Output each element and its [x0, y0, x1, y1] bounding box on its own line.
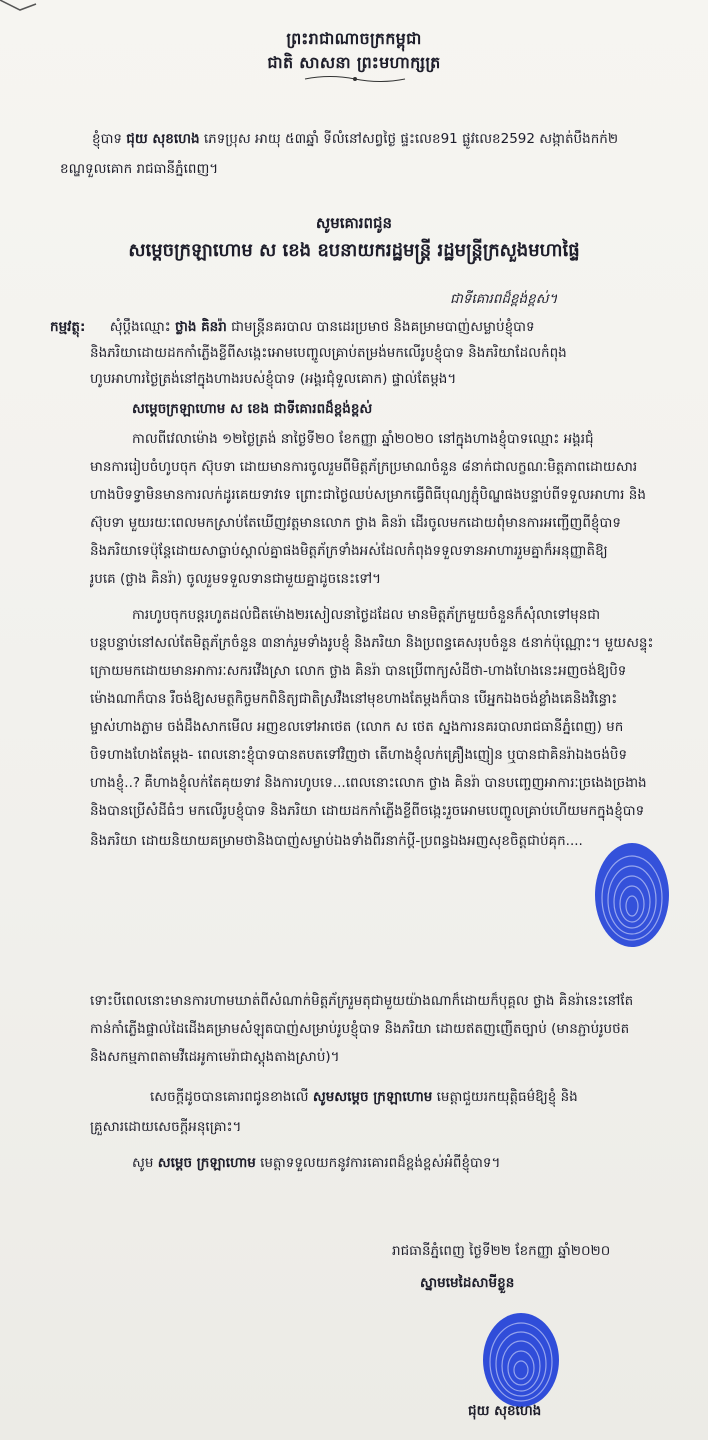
- para2-line: ហាងខ្ញុំ..? គឺហាងខ្ញុំលក់តែគុយទាវ និងការហូបទេ...ពេលនោះលោក ថ្លាង គិនរ៉ា បានបញ្ចេញអាការៈច្រងេងច្រងាង: [90, 775, 647, 791]
- honor-line: ជាទីគោរពដ៏ខ្ពង់ខ្ពស់។: [450, 291, 558, 307]
- greeting: សម្តេចក្រឡាហោម ស ខេង ជាទីគោរពដ៏ខ្ពង់ខ្ពស់: [132, 401, 373, 417]
- para1-line: ហាងបិទទ្វាមិនមានការលក់ដូរគេយទាវទេ ព្រោះជាថ្ងៃឈប់សម្រាកធ្វើពិធីបុណ្យភ្ជុំបិណ្ឌផងបន្ទាប់ពីទទួលអាហារ និង: [90, 487, 646, 503]
- subject-line-3: ហូបអាហារថ្ងៃត្រង់នៅក្នុងហាងរបស់ខ្ញុំបាទ (អង្គរជុំទួលគោក) ផ្ទាល់តែម្តង។: [90, 371, 457, 387]
- para3-line: និងសកម្មភាពតាមវីដេអូកាមេរ៉ាជាស្តុងតាងស្រាប់)។: [90, 1049, 340, 1065]
- para1-line: ស៊ុបទា មួយរយៈពេលមកស្រាប់តែឃើញវត្តមានលោក ថ្លាង គិនរ៉ា ដើរចូលមកដោយពុំមានការអញ្ជើញពីខ្ញុំបាទ: [90, 515, 621, 531]
- para1-line: រូបគេ (ថ្លាង គិនរ៉ា) ចូលរួមទទួលទានជាមួយគ្នាដូចនេះទៅ។: [90, 571, 382, 587]
- date-line: រាជធានីភ្នំពេញ ថ្ងៃទី២២ ខែកញ្ញា ឆ្នាំ២០២០: [392, 1243, 611, 1259]
- para2-line: បន្តបន្ទាប់នៅសល់តែមិត្តភ័ក្រចំនួន ៣នាក់រួមទាំងរូបខ្ញុំ និងភរិយា និងប្រពន្ធគេសរុបចំនួន ៥នាក់ប៉ុណ្ណោះ។ មួយសន្ទុះ: [90, 635, 654, 651]
- para1-line: មានការរៀបចំហូបចុក ស៊ុបទា ដោយមានការចូលរួមពីមិត្តភ័ក្រប្រមាណចំនួន ៨នាក់ជាលក្ខណៈមិត្តភាពដោយសារ: [90, 459, 638, 475]
- subject-line-2: និងភរិយាដោយដកកាំភ្លើងខ្លីពីសង្កេះអោមបេញ្ចូលគ្រាប់តម្រង់មកលើរូបខ្ញុំបាទ និងភរិយាដែលកំពុង: [90, 345, 567, 361]
- fingerprint-stamp-icon: [592, 840, 672, 950]
- intro-line-2: ខណ្ឌទួលគោក រាជធានីភ្នំពេញ។: [60, 161, 219, 177]
- para2-line: ម្ចាស់ហាងភ្លាម ចង់ដឹងសាកមើល អញខលទៅអាថេត (លោក ស ថេត ស្នងការនគរបាលរាជធានីភ្នំពេញ) មក: [90, 719, 624, 735]
- para1-line: កាលពីវេលាម៉ោង ១២ថ្ងៃត្រង់ នាថ្ងៃទី២០ ខែកញ្ញា ឆ្នាំ២០២០ នៅក្នុងហាងខ្ញុំបាទឈ្មោះ អង្គរជុំ: [132, 431, 594, 447]
- ornament-divider: [300, 74, 410, 84]
- signer-name: ជុយ សុខហេង: [468, 1403, 542, 1419]
- subject-label: កម្មវត្ថុ:: [50, 319, 86, 335]
- request-line-1: សេចក្តីដូចបានគោរពជូនខាងលើ សូមសម្តេច ក្រឡាហោម មេត្តាជួយរកយុត្តិធម៌ឱ្យខ្ញុំ និង: [150, 1089, 578, 1105]
- request-line-2: គ្រួសារដោយសេចក្តីអនុគ្រោះ។: [90, 1119, 242, 1135]
- para1-line: និងភរិយាទេប៉ុន្តែដោយសាធ្លាប់ស្គាល់គ្នាផងមិត្តភ័ក្រទាំងអស់ដែលកំពុងទទួលទានអាហាររួមគ្នាក៏អនុញ្ញាតិឱ្យ: [90, 543, 608, 559]
- addressee: សម្តេចក្រឡាហោម ស ខេង ឧបនាយករដ្ឋមន្ត្រី រដ្ឋមន្ត្រីក្រសួងមហាផ្ទៃ: [128, 240, 580, 261]
- signature-label: ស្នាមមេដៃសាមីខ្លួន: [420, 1275, 515, 1291]
- signature-fingerprint-icon: [480, 1310, 562, 1410]
- para2-line: ក្រោយមកដោយមានអាការៈសករវើងស្រា លោក ថ្លាង គិនរ៉ា បានប្រើពាក្យសំដីថា-ហាងហែងនេះអញចង់ឱ្យបិទ: [90, 663, 627, 679]
- accused-name: ថ្លាង គិនរ៉ា: [174, 319, 227, 335]
- motto-heading: ជាតិ សាសនា ព្រះមហាក្សត្រ: [267, 53, 441, 72]
- subject-line-1: កម្មវត្ថុ: សុំប្តឹងឈ្មោះ ថ្លាង គិនរ៉ា ជាមន្ត្រីនគរបាល បានដេរប្រមាថ និងគម្រាមបាញ់សម្លាប់ខ្ញុំបាទ: [50, 319, 535, 335]
- para2-line: ការហូបចុកបន្តរហូតដល់ជិតម៉ោង២រសៀលនាថ្ងៃដដែល មានមិត្តភ័ក្រមួយចំនួនក៏សុំលាទៅមុនជា: [132, 607, 601, 623]
- para2-line: ម៉ោងណាក៏បាន រឺចង់ឱ្យសមត្ថកិច្ចមកពិនិត្យជាតិស្រវឹងនៅមុខហាងតែម្តងក៏បាន បើអ្នកឯងចង់ខ្លាំងគេនិងវិន្ធោះ: [90, 691, 618, 707]
- respect-title: សូមគោរពជូន: [315, 214, 393, 232]
- closing-line: សូម សម្តេច ក្រឡាហោម មេត្តាទទួលយកនូវការគោរពដ៏ខ្ពង់ខ្ពស់អំពីខ្ញុំបាទ។: [132, 1155, 501, 1171]
- para2-line: បិទហាងហែងតែម្តង- ពេលនោះខ្ញុំបាទបានតបតទៅវិញថា តើហាងខ្ញុំលក់គ្រឿងញៀន ឬបានជាគិនរ៉ាឯងចង់បិទ: [90, 747, 628, 763]
- intro-line-1: ខ្ញុំបាទ ជុយ សុខហេង ភេទប្រុស អាយុ ៥៣ឆ្នាំ ទីលំនៅសព្វថ្ងៃ ផ្ទះលេខ91 ផ្លូវលេខ2592 សង្កាត់បឹងកក់២: [92, 131, 619, 147]
- complainant-name: ជុយ សុខហេង: [126, 131, 200, 147]
- para2-line: និងភរិយា ដោយនិយាយគម្រាមថានិងបាញ់សម្លាប់ឯងទាំងពីរនាក់ប្តី-ប្រពន្ធឯងអញសុខចិត្តជាប់គុក....: [90, 833, 583, 849]
- para3-line: ទោះបីពេលនោះមានការហាមឃាត់ពីសំណាក់មិត្តភ័ក្ររួមតុជាមួយយ៉ាងណាក៏ដោយក៏បុគ្គល ថ្លាង គិនរ៉ានេះនៅតែ: [90, 993, 634, 1009]
- para2-line: និងបានប្រើសំដីធំៗ មកលើរូបខ្ញុំបាទ និងភរិយា ដោយដកកាំភ្លើងខ្លីពីចង្កេះរួចអោមបេញ្ចូលគ្រាប់ហើយមកក្នុងខ្ញុំបាទ: [90, 803, 645, 819]
- kingdom-heading: ព្រះរាជាណាចក្រកម្ពុជា: [286, 29, 422, 48]
- corner-mark: [0, 0, 60, 20]
- para3-line: កាន់កាំភ្លើងផ្ទាល់ដៃដើងគម្រាមសំឡុតបាញ់សម្រាប់រូបខ្ញុំបាទ និងភរិយា ដោយឥតញញើតច្បាប់ (មានភ្ជាប់រូបថត: [90, 1021, 630, 1037]
